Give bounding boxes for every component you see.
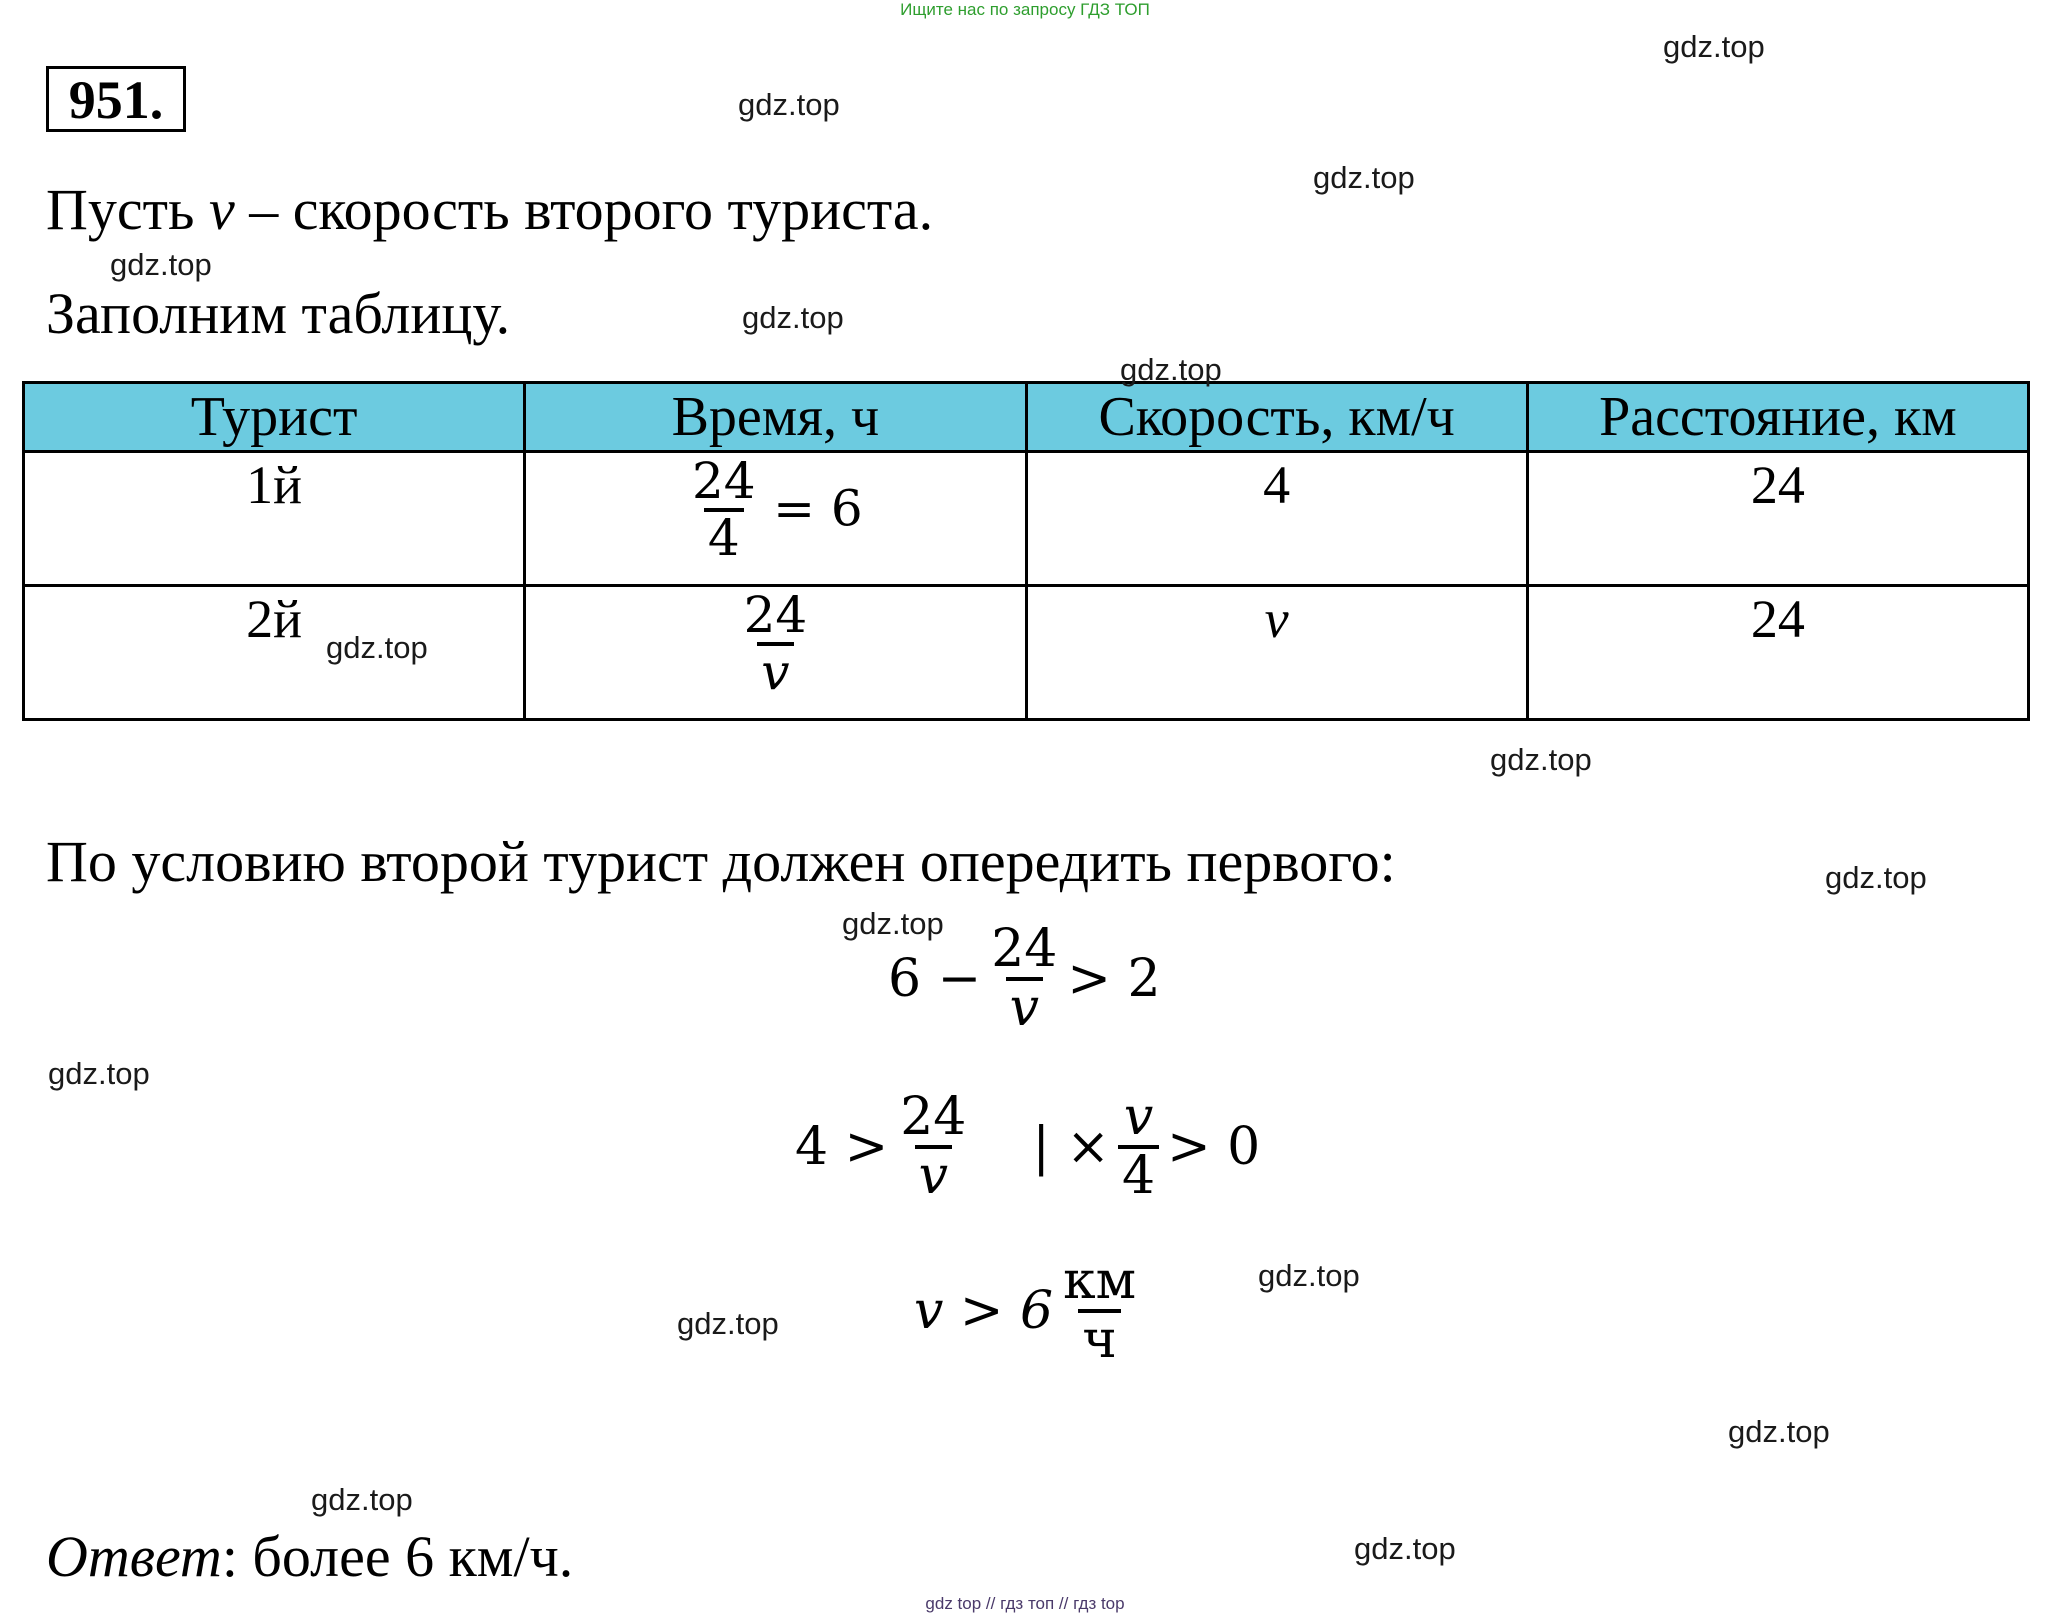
search-note: Ищите нас по запросу ГДЗ ТОП	[900, 0, 1150, 19]
time-fraction	[688, 452, 760, 567]
eq2-left: 4 >	[795, 1116, 889, 1177]
answer-line	[46, 1523, 573, 1590]
table-cell-time	[525, 586, 1026, 720]
watermark: gdz.top	[742, 300, 844, 335]
table-row	[24, 586, 2029, 720]
table-cell-distance: 24	[1527, 586, 2028, 720]
intro-line-2: Заполним таблицу.	[46, 281, 511, 346]
equation-3	[914, 1251, 1146, 1370]
intro-variable: v	[208, 177, 235, 242]
data-table	[22, 381, 2030, 721]
answer-label: Ответ	[46, 1524, 222, 1589]
eq3-left: v > 6	[914, 1280, 1054, 1341]
table-header: Скорость, км/ч	[1026, 383, 1527, 452]
table-cell-tourist: 2й	[24, 586, 525, 720]
watermark: gdz.top	[842, 906, 944, 941]
eq2-multiplier-fraction	[1118, 1087, 1159, 1206]
fraction-numerator: км	[1063, 1251, 1137, 1311]
watermark: gdz.top	[1354, 1531, 1456, 1566]
fraction-numerator: 24	[743, 586, 808, 644]
watermark: gdz.top	[1825, 860, 1927, 895]
time-equals: = 6	[773, 479, 863, 538]
eq1-fraction	[987, 919, 1061, 1038]
table-cell-distance: 24	[1527, 452, 2028, 586]
time-fraction	[740, 586, 812, 701]
table-header: Расстояние, км	[1527, 383, 2028, 452]
intro-text-post: – скорость второго туриста.	[234, 177, 934, 242]
intro-text-pre: Пусть	[46, 177, 209, 242]
eq1-left: 6 −	[888, 948, 982, 1009]
fraction-denominator: v	[915, 1145, 952, 1204]
watermark: gdz.top	[738, 87, 840, 122]
table-header-row	[24, 383, 2029, 452]
eq3-unit-fraction	[1059, 1251, 1140, 1370]
eq2-fraction	[896, 1087, 970, 1206]
fraction-denominator: 4	[1118, 1145, 1159, 1204]
fraction-numerator: v	[1123, 1087, 1154, 1147]
fraction-numerator: 24	[900, 1087, 967, 1147]
watermark: gdz.top	[326, 630, 428, 665]
watermark: gdz.top	[1490, 742, 1592, 777]
fraction-denominator: ч	[1078, 1309, 1120, 1368]
watermark: gdz.top	[311, 1482, 413, 1517]
answer-text: : более 6 км/ч.	[221, 1524, 574, 1589]
eq1-right: > 2	[1067, 948, 1161, 1009]
watermark: gdz.top	[1728, 1414, 1830, 1449]
watermark: gdz.top	[48, 1056, 150, 1091]
watermark: gdz.top	[677, 1306, 779, 1341]
watermark: gdz.top	[1120, 352, 1222, 387]
condition-text: По условию второй турист должен опередить первого:	[46, 829, 1396, 894]
footer-note: gdz top // гдз топ // гдз top	[925, 1594, 1125, 1613]
fraction-denominator: 4	[704, 508, 744, 565]
table-row	[24, 452, 2029, 586]
equation-2	[795, 1087, 1261, 1206]
problem-number: 951.	[46, 66, 186, 132]
watermark: gdz.top	[1258, 1258, 1360, 1293]
watermark: gdz.top	[1313, 160, 1415, 195]
watermark: gdz.top	[110, 247, 212, 282]
fraction-numerator: 24	[991, 919, 1058, 979]
table-header: Время, ч	[525, 383, 1026, 452]
watermark: gdz.top	[1663, 29, 1765, 64]
fraction-denominator: v	[1006, 977, 1043, 1036]
table-header: Турист	[24, 383, 525, 452]
fraction-numerator: 24	[692, 452, 756, 510]
table-cell-speed: v	[1026, 586, 1527, 720]
fraction-denominator: v	[757, 642, 793, 699]
table-cell-speed: 4	[1026, 452, 1527, 586]
eq2-mult-right: > 0	[1167, 1116, 1261, 1177]
table-cell-tourist: 1й	[24, 452, 525, 586]
intro-line-1	[46, 176, 933, 243]
table-cell-time	[525, 452, 1026, 586]
eq2-multiplier: | ×	[1032, 1116, 1110, 1177]
